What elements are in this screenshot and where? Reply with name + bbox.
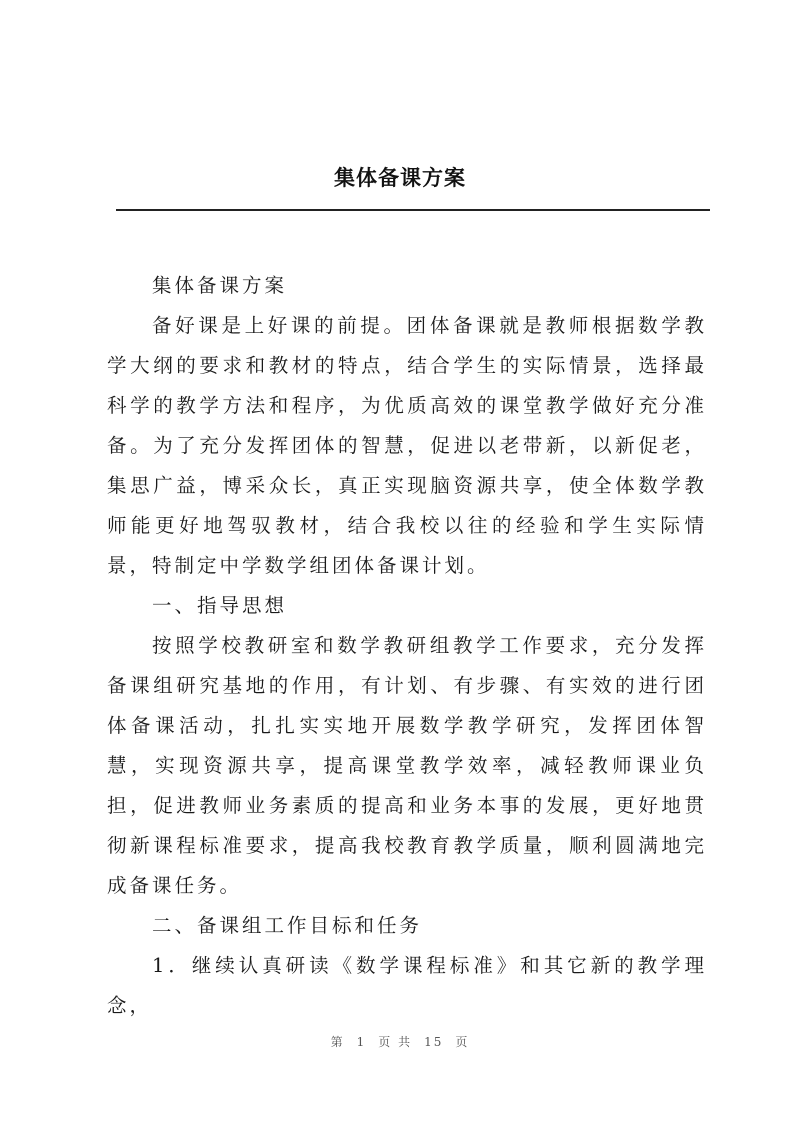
paragraph-intro: 备好课是上好课的前提。团体备课就是教师根据数学教学大纲的要求和教材的特点，结合学生的实际情景，选择最科学的教学方法和程序，为优质高效的课堂教学做好充分准备。为了充分发挥团体的智慧，促进以老带新，以新促老，集思广益，博采众长，真正实现脑资源共享，使全体数学教师能更好地驾驭教材，结合我校以往的经验和学生实际情景，特制定中学数学组团体备课计划。 bbox=[107, 314, 707, 577]
list-item-1: 1．继续认真研读《数学课程标准》和其它新的教学理念， bbox=[107, 954, 707, 1017]
footer-middle: 页 共 bbox=[378, 1035, 413, 1049]
page-title: 集体备课方案 bbox=[334, 166, 466, 190]
page-footer bbox=[0, 1033, 800, 1050]
title-divider bbox=[116, 209, 710, 211]
footer-total-pages: 15 bbox=[424, 1035, 444, 1049]
footer-prefix: 第 bbox=[330, 1035, 345, 1049]
section-heading-guiding-thought: 一、指导思想 bbox=[152, 594, 288, 617]
document-body bbox=[107, 266, 707, 1026]
footer-page-number: 1 bbox=[356, 1035, 367, 1049]
section-heading-goals: 二、备课组工作目标和任务 bbox=[152, 914, 423, 937]
paragraph-guiding-thought: 按照学校教研室和数学教研组教学工作要求，充分发挥备课组研究基地的作用，有计划、有步骤、有实效的进行团体备课活动，扎扎实实地开展数学教学研究，发挥团体智慧，实现资源共享，提高课堂教学效率，减轻教师课业负担，促进教师业务素质的提高和业务本事的发展，更好地贯彻新课程标准要求，提高我校教育教学质量，顺利圆满地完成备课任务。 bbox=[107, 634, 707, 897]
footer-suffix: 页 bbox=[455, 1035, 470, 1049]
paragraph-heading: 集体备课方案 bbox=[152, 274, 288, 297]
